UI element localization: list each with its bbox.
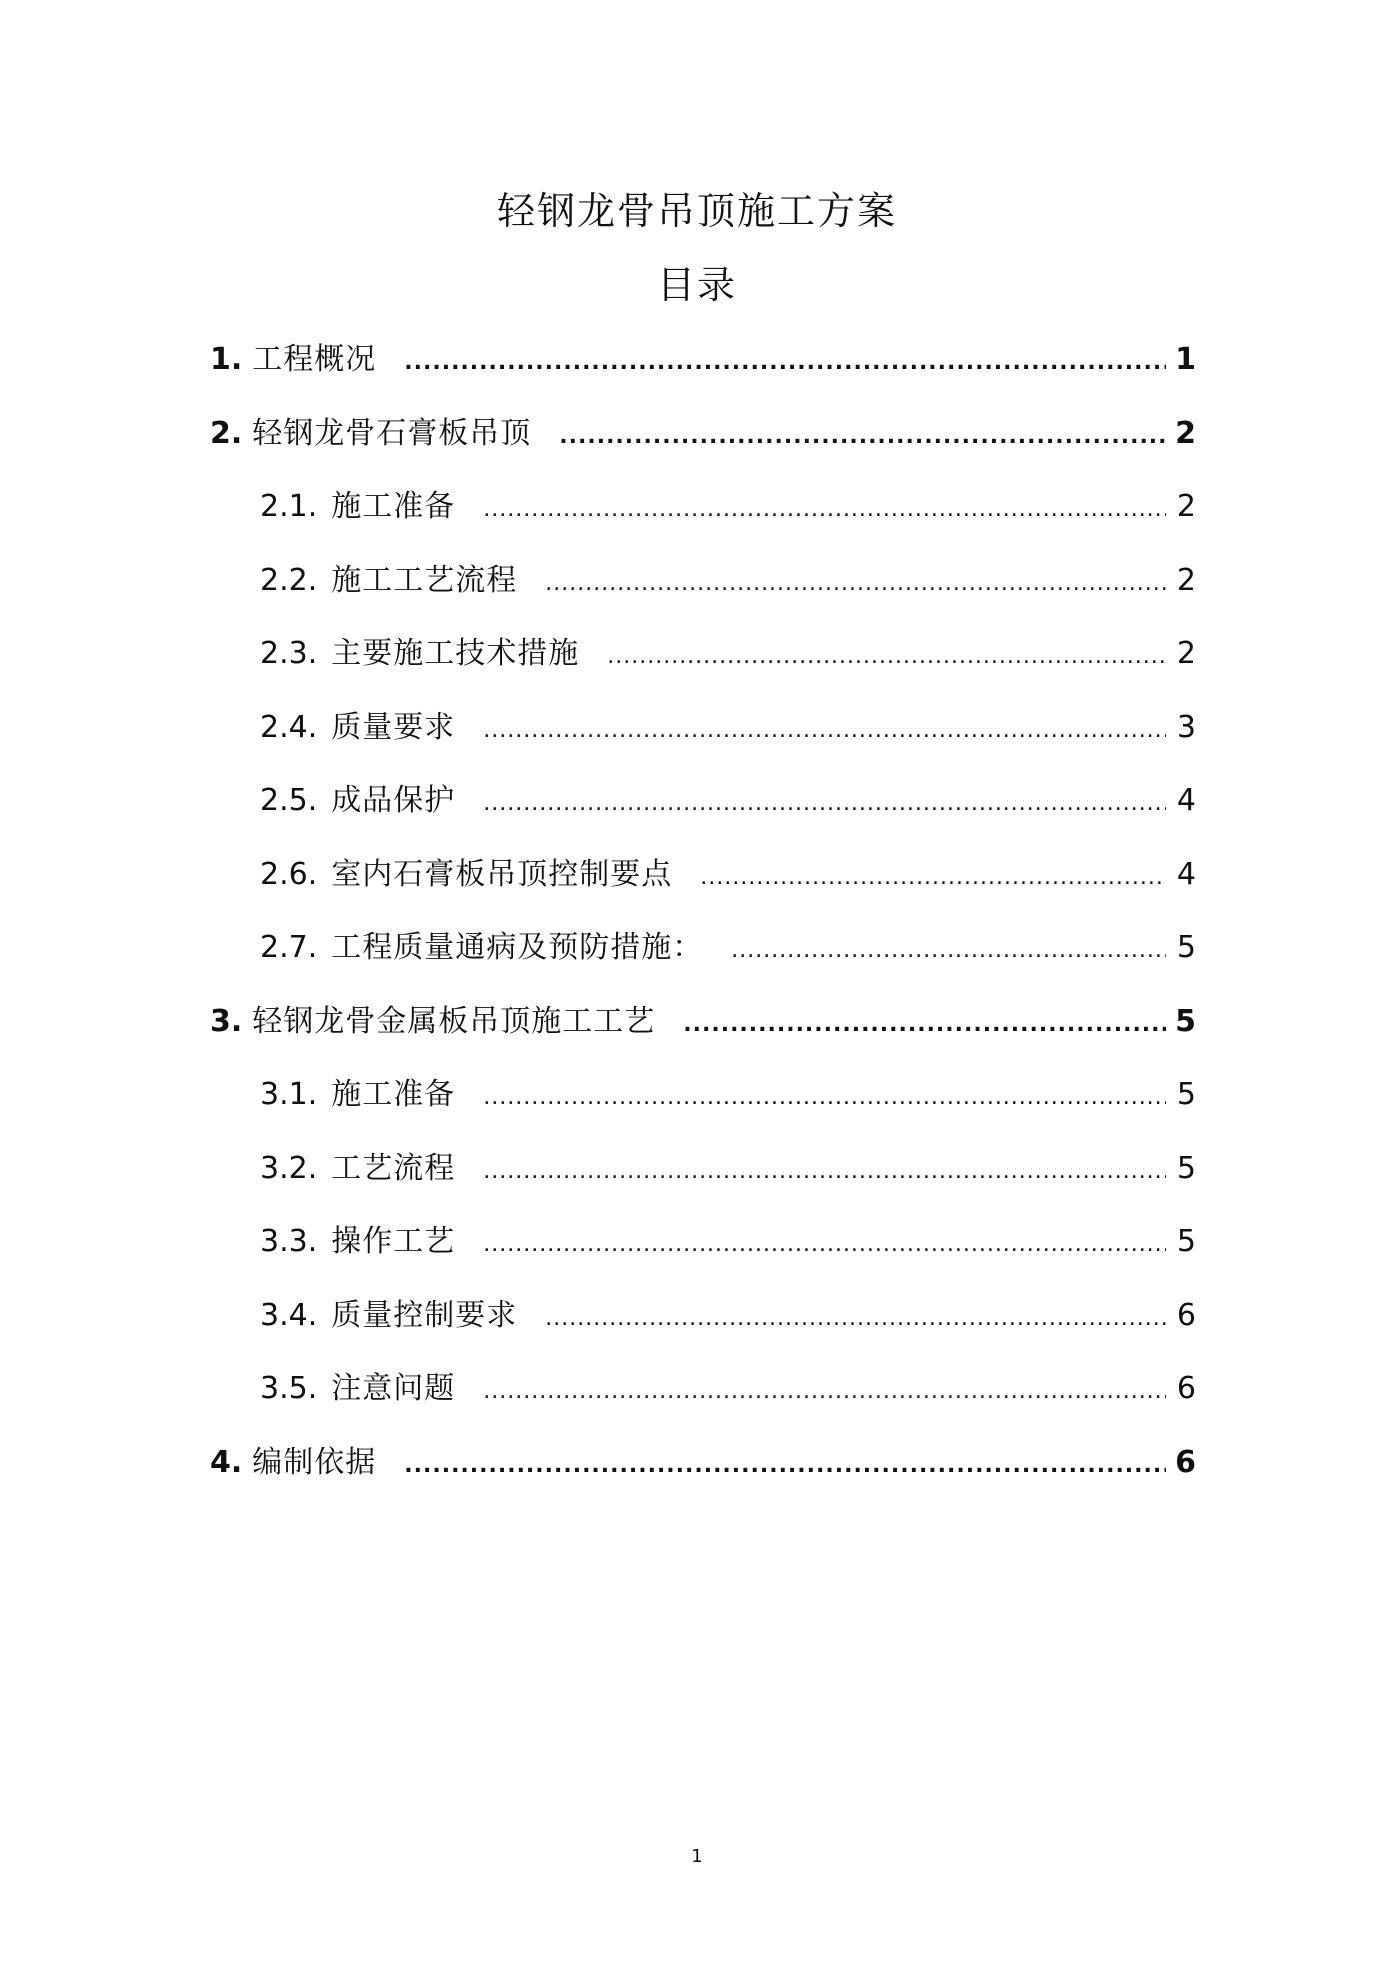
toc-entry-label: 工程质量通病及预防措施： bbox=[331, 930, 704, 965]
toc-entry-number: 3.5. bbox=[260, 1371, 318, 1406]
toc-dot-leader bbox=[607, 644, 1166, 669]
toc-dot-leader bbox=[683, 1012, 1166, 1037]
toc-entry-page: 2 bbox=[1176, 562, 1196, 598]
toc-entry-label: 质量要求 bbox=[331, 709, 456, 745]
toc-entry[interactable] bbox=[210, 408, 1196, 482]
toc-entry-page: 2 bbox=[1176, 489, 1196, 524]
toc-dot-leader bbox=[545, 571, 1166, 596]
toc-entry[interactable] bbox=[210, 1437, 1196, 1511]
toc-entry-page: 5 bbox=[1175, 1003, 1196, 1039]
toc-dot-leader bbox=[404, 350, 1166, 375]
table-of-contents bbox=[210, 334, 1196, 1510]
toc-entry-number: 2.7. bbox=[260, 930, 318, 965]
toc-entry[interactable] bbox=[210, 849, 1196, 923]
toc-entry-page: 2 bbox=[1175, 415, 1196, 451]
toc-entry[interactable] bbox=[210, 775, 1196, 849]
toc-entry[interactable] bbox=[210, 922, 1196, 996]
toc-entry-label: 施工准备 bbox=[331, 489, 456, 524]
toc-entry-page: 4 bbox=[1176, 856, 1196, 892]
toc-dot-leader bbox=[483, 1232, 1166, 1257]
toc-entry-number: 3.1. bbox=[260, 1077, 318, 1112]
toc-dot-leader bbox=[700, 865, 1166, 890]
toc-entry[interactable] bbox=[210, 628, 1196, 702]
toc-entry-label: 施工工艺流程 bbox=[331, 562, 518, 598]
toc-entry-label: 操作工艺 bbox=[331, 1224, 456, 1259]
toc-dot-leader bbox=[404, 1453, 1166, 1478]
toc-entry-page: 1 bbox=[1175, 342, 1196, 377]
page-number: 1 bbox=[691, 1846, 703, 1867]
toc-entry-number: 3. bbox=[210, 1003, 243, 1039]
toc-dot-leader bbox=[559, 424, 1166, 449]
toc-entry-page: 6 bbox=[1176, 1297, 1196, 1333]
toc-entry-page: 3 bbox=[1176, 709, 1196, 745]
toc-entry-number: 1. bbox=[210, 342, 243, 377]
toc-entry-number: 2.1. bbox=[260, 489, 318, 524]
toc-entry-page: 5 bbox=[1176, 1224, 1196, 1259]
toc-entry-number: 2.6. bbox=[260, 856, 318, 892]
toc-dot-leader bbox=[731, 938, 1166, 963]
toc-entry-label: 主要施工技术措施 bbox=[331, 636, 580, 671]
toc-entry-page: 6 bbox=[1175, 1444, 1196, 1480]
toc-entry-number: 2.2. bbox=[260, 562, 318, 598]
document-title: 轻钢龙骨吊顶施工方案 bbox=[496, 189, 897, 233]
toc-entry-page: 4 bbox=[1176, 783, 1196, 818]
toc-dot-leader bbox=[483, 718, 1166, 743]
toc-dot-leader bbox=[545, 1306, 1166, 1331]
toc-dot-leader bbox=[483, 1085, 1166, 1110]
toc-entry[interactable] bbox=[210, 1069, 1196, 1143]
toc-entry-label: 工程概况 bbox=[252, 342, 377, 377]
toc-entry-label: 编制依据 bbox=[252, 1444, 377, 1480]
toc-entry-number: 3.2. bbox=[260, 1150, 318, 1186]
toc-dot-leader bbox=[483, 791, 1166, 816]
toc-entry[interactable] bbox=[210, 1363, 1196, 1437]
toc-dot-leader bbox=[483, 1379, 1166, 1404]
toc-entry-page: 2 bbox=[1176, 636, 1196, 671]
toc-entry-label: 施工准备 bbox=[331, 1077, 456, 1112]
toc-entry-number: 2.3. bbox=[260, 636, 318, 671]
toc-entry-label: 轻钢龙骨金属板吊顶施工工艺 bbox=[252, 1003, 656, 1039]
toc-dot-leader bbox=[483, 1159, 1166, 1184]
toc-entry-page: 5 bbox=[1176, 930, 1196, 965]
toc-entry-label: 工艺流程 bbox=[331, 1150, 456, 1186]
toc-entry-label: 注意问题 bbox=[331, 1371, 456, 1406]
toc-entry-number: 2. bbox=[210, 415, 243, 451]
toc-entry[interactable] bbox=[210, 702, 1196, 776]
toc-dot-leader bbox=[483, 497, 1166, 522]
toc-entry-page: 6 bbox=[1176, 1371, 1196, 1406]
toc-entry-number: 2.5. bbox=[260, 783, 318, 818]
toc-entry-number: 2.4. bbox=[260, 709, 318, 745]
toc-entry-label: 室内石膏板吊顶控制要点 bbox=[331, 856, 673, 892]
toc-entry-number: 3.4. bbox=[260, 1297, 318, 1333]
toc-entry[interactable] bbox=[210, 1290, 1196, 1364]
toc-entry[interactable] bbox=[210, 996, 1196, 1070]
toc-entry-label: 成品保护 bbox=[331, 783, 456, 818]
toc-entry-number: 4. bbox=[210, 1444, 243, 1480]
toc-entry-label: 轻钢龙骨石膏板吊顶 bbox=[252, 415, 532, 451]
toc-entry[interactable] bbox=[210, 481, 1196, 555]
toc-entry-page: 5 bbox=[1176, 1077, 1196, 1112]
toc-entry-label: 质量控制要求 bbox=[331, 1297, 518, 1333]
toc-entry[interactable] bbox=[210, 1216, 1196, 1290]
toc-entry-number: 3.3. bbox=[260, 1224, 318, 1259]
toc-entry[interactable] bbox=[210, 1143, 1196, 1217]
toc-entry[interactable] bbox=[210, 334, 1196, 408]
toc-entry-page: 5 bbox=[1176, 1150, 1196, 1186]
toc-entry[interactable] bbox=[210, 555, 1196, 629]
toc-heading: 目录 bbox=[656, 263, 737, 307]
